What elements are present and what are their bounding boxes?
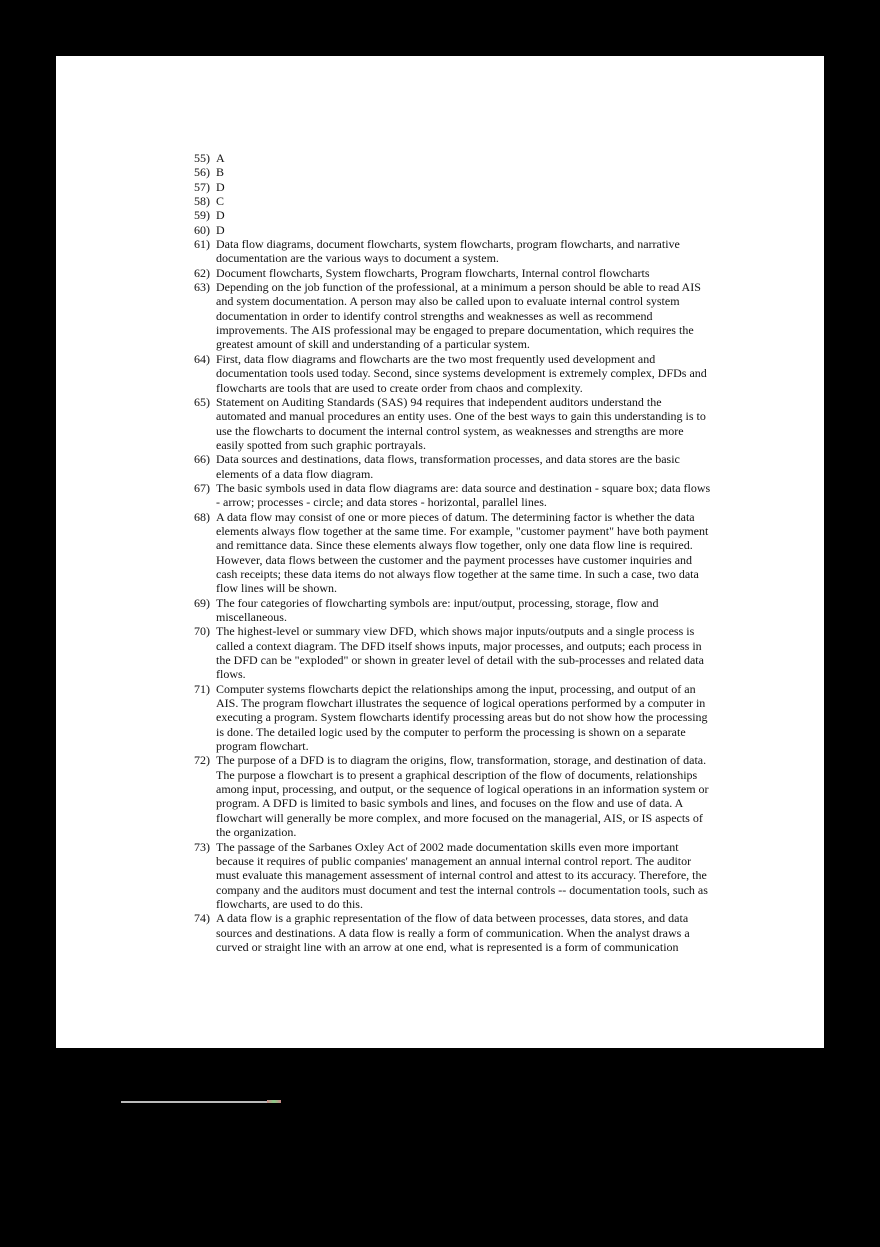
answer-item [194,510,714,596]
answer-item [194,180,714,194]
answer-number: 67) [194,480,210,495]
answer-item [194,165,714,179]
answer-text: D [216,208,225,223]
answer-item [194,266,714,280]
answer-text: Data flow diagrams, document flowcharts, system flowcharts, program flowcharts, and narrative documentation are the various ways to document a system. [216,237,680,266]
answer-number: 74) [194,911,210,926]
answer-number: 56) [194,165,210,180]
answer-number: 55) [194,151,210,165]
answer-text: A data flow may consist of one or more pieces of datum. The determining factor is whether the data elements always flow together at the same time. For example, "customer payment" have both payment and remittance data. Since these elements always flow together, only one data flow line is required. However, data flows between the customer and the payment processes have customer inquiries and cash receipts; these data items do not always flow together at the same time. In such a case, two data flow lines will be shown. [216,509,709,596]
answer-number: 71) [194,681,210,696]
answer-text: D [216,179,225,194]
answer-text: The highest-level or summary view DFD, which shows major inputs/outputs and a single process is called a context diagram. The DFD itself shows inputs, major processes, and outputs; each process in the DFD can be "exploded" or shown in greater level of detail with the sub-processes and related data flows. [216,624,704,682]
horizontal-scrollbar[interactable] [121,1101,281,1103]
answer-item [194,223,714,237]
answer-number: 62) [194,265,210,280]
answer-item [194,237,714,266]
answer-text: Document flowcharts, System flowcharts, Program flowcharts, Internal control flowcharts [216,265,650,280]
answer-number: 60) [194,222,210,237]
answer-text: The four categories of flowcharting symbols are: input/output, processing, storage, flow and miscellaneous. [216,595,659,624]
answer-item [194,481,714,510]
answer-item [194,753,714,839]
answer-number: 69) [194,595,210,610]
answer-item [194,151,714,165]
answer-item [194,596,714,625]
answer-text: The passage of the Sarbanes Oxley Act of 2002 made documentation skills even more important because it requires of public companies' management an annual internal control report. The auditor must evaluate this management assessment of internal control and attest to its accuracy. Therefore, the company and the auditors must document and test the internal controls -- documentation tools, such as flowcharts, are used to do this. [216,839,708,911]
answer-text: D [216,222,225,237]
answer-number: 73) [194,839,210,854]
answer-item [194,682,714,754]
answer-number: 63) [194,280,210,295]
answer-text: Computer systems flowcharts depict the relationships among the input, processing, and output of an AIS. The program flowchart illustrates the sequence of logical operations performed by a computer in executing a program. System flowcharts identify processing areas but do not show how the processing is done. The detailed logic used by the computer to perform the processing is shown on a separate program flowchart. [216,681,708,754]
answer-text: A [216,151,225,165]
answer-item [194,395,714,452]
answer-number: 68) [194,509,210,524]
answer-item [194,208,714,222]
answer-text: The basic symbols used in data flow diagrams are: data source and destination - square box; data flows - arrow; processes - circle; and data stores - horizontal, parallel lines. [216,480,711,510]
answer-text: First, data flow diagrams and flowcharts are the two most frequently used development and documentation tools used today. Second, since systems development is extremely complex, DFDs and flowcharts are tools that are used to create order from chaos and complexity. [216,351,707,395]
answer-number: 61) [194,237,210,252]
answer-item [194,840,714,912]
answer-text: B [216,165,225,180]
document-page [56,56,824,1048]
answer-text: The purpose of a DFD is to diagram the origins, flow, transformation, storage, and destination of data. The purpose a flowchart is to present a graphical description of the flow of documents, relationships among input, processing, and output, or the sequence of logical operations in an information system or program. A DFD is limited to basic symbols and lines, and focuses on the flow and use of data. A flowchart will generally be more complex, and more focused on the managerial, AIS, or IS aspects of the organization. [216,753,709,840]
answer-text: Depending on the job function of the professional, at a minimum a person should be able to read AIS and system documentation. A person may also be called upon to evaluate internal control system documentation in order to identify control strengths and weaknesses as well as recommend improvements. The AIS professional may be engaged to prepare documentation, which requires the greatest amount of skill and understanding of a particular system. [216,280,701,352]
answer-text: Data sources and destinations, data flows, transformation processes, and data stores are the basic elements of a data flow diagram. [216,452,680,481]
answer-number: 59) [194,208,210,223]
answer-number: 65) [194,394,210,409]
answer-item [194,280,714,352]
answer-number: 72) [194,753,210,768]
answer-item [194,352,714,395]
answer-item [194,911,714,954]
answer-text: A data flow is a graphic representation of the flow of data between processes, data stores, and data sources and destinations. A data flow is really a form of communication. When the analyst draws a curved or straight line with an arrow at one end, what is represented is a form of communication [216,911,690,954]
answer-number: 58) [194,194,210,209]
answer-text: C [216,194,225,209]
answer-item [194,452,714,481]
answer-item [194,194,714,208]
answer-number: 66) [194,452,210,467]
answer-number: 70) [194,624,210,639]
answer-number: 64) [194,351,210,366]
answer-list [194,151,714,954]
answer-number: 57) [194,179,210,194]
answer-item [194,624,714,681]
answer-text: Statement on Auditing Standards (SAS) 94 requires that independent auditors understand the automated and manual procedures an entity uses. One of the best ways to gain this understanding is to use the flowcharts to document the internal control system, as weaknesses and strengths are more easily spotted from such graphic portrayals. [216,394,706,452]
